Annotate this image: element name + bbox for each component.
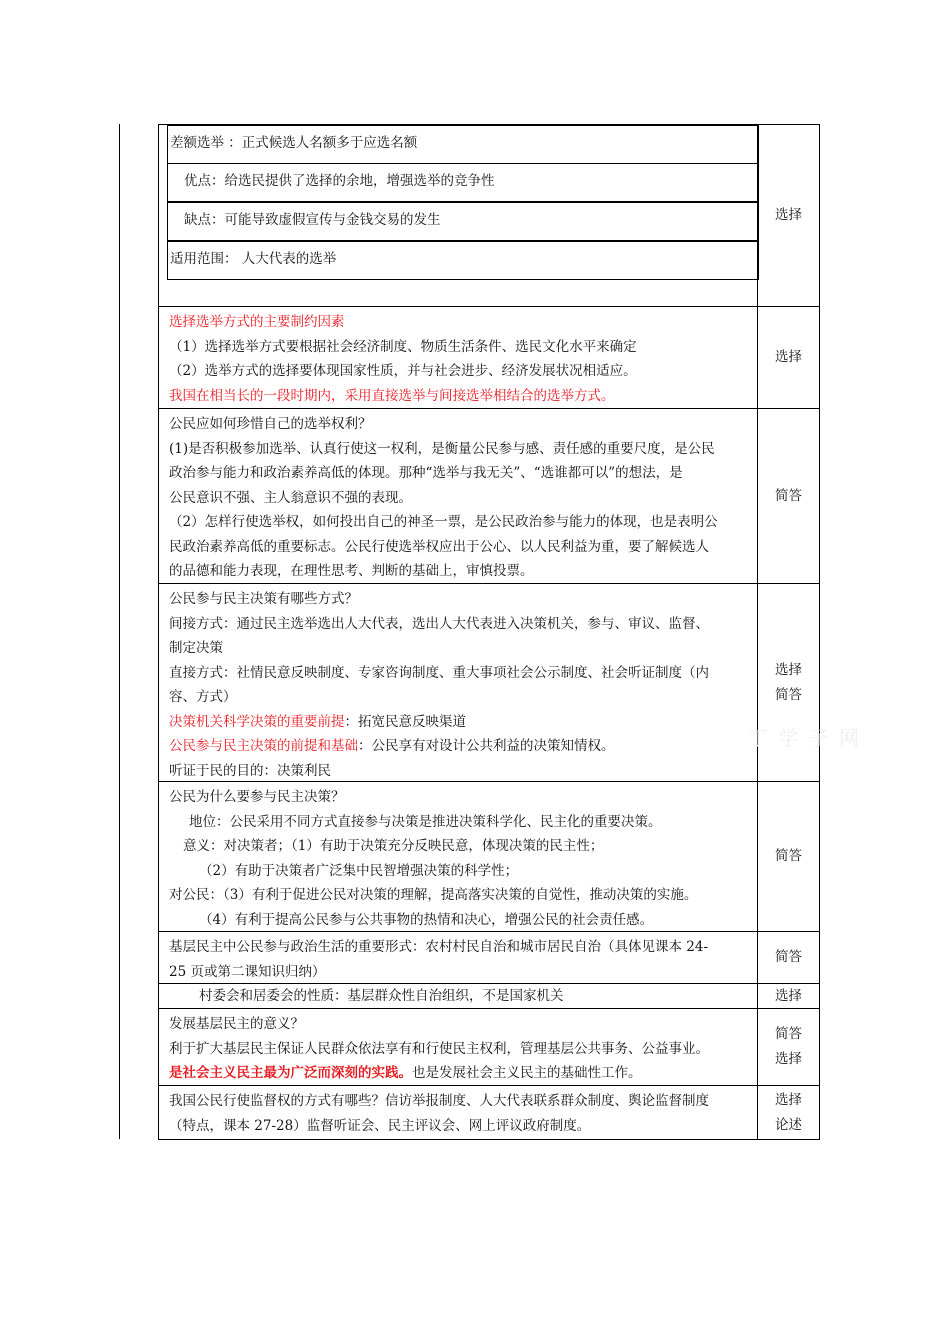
row-content — [158, 307, 758, 408]
table-row — [158, 983, 820, 1008]
premise-text: ：拓宽民意反映渠道 — [344, 713, 466, 730]
row-content — [158, 932, 758, 983]
row-line: 政治参与能力和政治素养高低的体现。那种“选举与我无关”、“选谁都可以”的想法，是 — [169, 465, 683, 481]
row-line-highlight: 我国在相当长的一段时期内，采用直接选举与间接选举相结合的选举方式。 — [169, 387, 615, 404]
row-line: 意义：对决策者；（1）有助于决策充分反映民意，体现决策的民主性； — [183, 838, 604, 854]
type-label: 简答 — [775, 949, 802, 965]
row-line — [169, 710, 751, 735]
inner-cell — [167, 125, 759, 164]
row-content — [158, 125, 758, 306]
row-line: 的品德和能力表现，在理性思考、判断的基础上，审慎投票。 — [169, 563, 534, 579]
inner-text: 适用范围： 人大代表的选举 — [170, 251, 337, 267]
outer-left-border — [119, 124, 120, 1139]
row-line: 制定决策 — [169, 640, 223, 656]
row-heading: 公民为什么要参与民主决策？ — [169, 789, 345, 805]
row-line: 直接方式：社情民意反映制度、专家咨询制度、重大事项社会公示制度、社会听证制度（内 — [169, 664, 709, 681]
row-type — [758, 307, 820, 408]
row-line: (1)是否积极参加选举、认真行使这一权利，是衡量公民参与感、责任感的重要尺度，是公民 — [169, 440, 715, 457]
table-row — [158, 1008, 820, 1085]
row-line: 对公民：（3）有利于促进公民对决策的理解，提高落实决策的自觉性，推动决策的实施。 — [169, 887, 698, 903]
type-label: 简答 — [775, 1026, 802, 1042]
row-type — [758, 932, 820, 983]
type-label: 选择 — [775, 987, 802, 1004]
type-label: 选择 — [775, 349, 802, 365]
premise-text: ：公民享有对设计公共利益的决策知情权。 — [358, 738, 615, 754]
type-label: 简答 — [775, 686, 802, 703]
type-label: 论述 — [775, 1116, 802, 1133]
row-line: （特点，课本 27-28）监督听证会、民主评议会、网上评议政府制度。 — [169, 1117, 591, 1134]
row-line: 村委会和居委会的性质：基层群众性自治组织，不是国家机关 — [199, 988, 564, 1004]
row-line: （2）怎样行使选举权，如何投出自己的神圣一票，是公民政治参与能力的体现，也是表明公 — [169, 514, 718, 530]
row-line: 听证于民的目的：决策利民 — [169, 762, 331, 779]
row-line — [169, 1061, 751, 1086]
row-type — [758, 584, 820, 781]
type-label: 选择 — [775, 1091, 802, 1108]
type-label: 选择 — [775, 661, 802, 678]
knowledge-table — [158, 124, 820, 1139]
type-label: 简答 — [775, 487, 802, 504]
highlight-text: 是社会主义民主最为广泛而深刻的实践。 — [169, 1065, 412, 1081]
row-line: 利于扩大基层民主保证人民群众依法享有和行使民主权利，管理基层公共事务、公益事业。 — [169, 1040, 709, 1057]
tail-text: 也是发展社会主义民主的基础性工作。 — [412, 1065, 642, 1081]
row-line: （1）选择选举方式要根据社会经济制度、物质生活条件、选民文化水平来确定 — [169, 338, 637, 355]
row-line: 基层民主中公民参与政治生活的重要形式：农村村民自治和城市居民自治（具体见课本 24- — [169, 939, 709, 955]
inner-cell — [167, 241, 759, 280]
type-label: 简答 — [775, 848, 802, 864]
inner-cell — [167, 163, 759, 202]
row-line: 民政治素养高低的重要标志。公民行使选举权应出于公心、以人民利益为重，要了解候选人 — [169, 538, 709, 555]
inner-text: 优点：给选民提供了选择的余地，增强选举的竞争性 — [184, 173, 495, 189]
row-content — [158, 782, 758, 931]
row-line: 地位：公民采用不同方式直接参与决策是推进决策科学化、民主化的重要决策。 — [189, 813, 662, 830]
table-row — [158, 583, 820, 781]
inner-text: 差额选举 ：正式候选人名额多于应选名额 — [170, 135, 418, 151]
row-heading: 选择选举方式的主要制约因素 — [169, 314, 345, 330]
row-line: 容、方式） — [169, 689, 237, 705]
row-type — [758, 1009, 820, 1085]
inner-text: 缺点：可能导致虚假宣传与金钱交易的发生 — [184, 212, 441, 228]
table-row — [158, 408, 820, 583]
row-content — [158, 584, 758, 781]
row-content — [158, 409, 758, 583]
row-line: （2）选举方式的选择要体现国家性质，并与社会进步、经济发展状况相适应。 — [169, 363, 637, 379]
premise-label: 公民参与民主决策的前提和基础 — [169, 738, 358, 754]
watermark: 丁 学 子 网 — [748, 726, 862, 750]
table-row — [158, 306, 820, 408]
type-label: 选择 — [775, 207, 802, 223]
row-content — [158, 1086, 758, 1139]
row-line: （2）有助于决策者广泛集中民智增强决策的科学性； — [199, 862, 519, 879]
inner-cell — [167, 202, 759, 241]
row-type — [758, 1086, 820, 1139]
row-type — [758, 125, 820, 306]
table-row — [158, 781, 820, 931]
table-bottom-border — [158, 1139, 820, 1140]
row-line: 25 页或第二课知识归纳） — [169, 963, 326, 980]
row-line — [169, 734, 751, 759]
row-type — [758, 782, 820, 931]
row-heading: 公民参与民主决策有哪些方式？ — [169, 591, 358, 607]
table-row — [158, 1085, 820, 1139]
row-line: 间接方式：通过民主选举选出人大代表，选出人大代表进入决策机关，参与、审议、监督、 — [169, 615, 709, 632]
row-heading: 公民应如何珍惜自己的选举权利？ — [169, 416, 372, 432]
table-row — [158, 124, 820, 306]
row-type — [758, 409, 820, 583]
premise-label: 决策机关科学决策的重要前提 — [169, 713, 345, 730]
row-content — [158, 1009, 758, 1085]
table-row — [158, 931, 820, 983]
row-type — [758, 984, 820, 1008]
type-label: 选择 — [775, 1051, 802, 1067]
row-line: 公民意识不强、主人翁意识不强的表现。 — [169, 489, 412, 506]
row-heading: 发展基层民主的意义？ — [169, 1016, 304, 1032]
row-line: 我国公民行使监督权的方式有哪些？信访举报制度、人大代表联系群众制度、舆论监督制度 — [169, 1093, 709, 1109]
row-content — [158, 984, 758, 1008]
row-line: （4）有利于提高公民参与公共事物的热情和决心，增强公民的社会责任感。 — [199, 911, 654, 928]
